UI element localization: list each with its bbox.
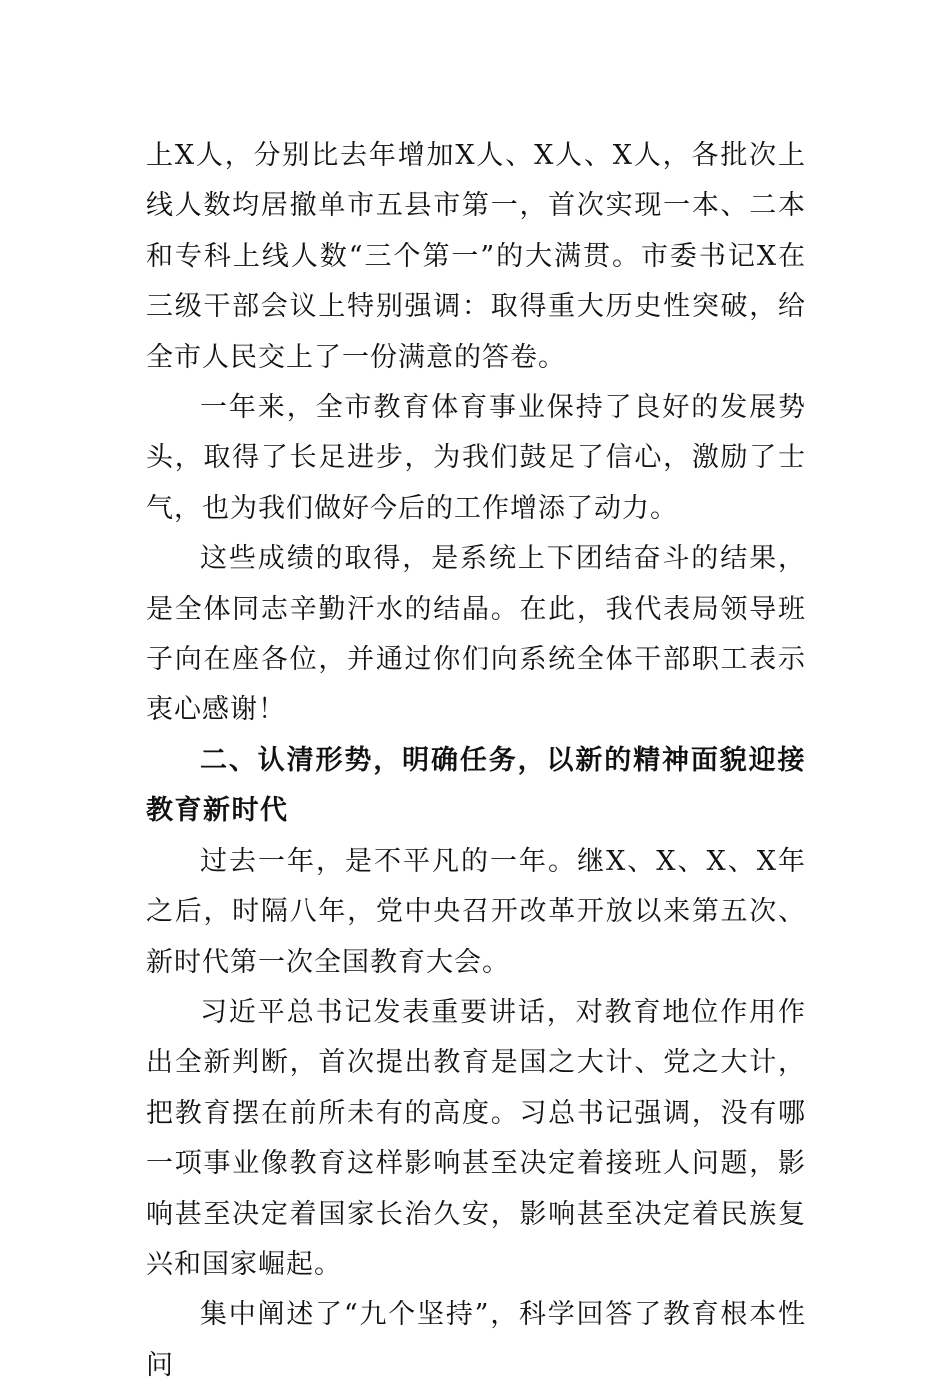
paragraph-continuation: 上X人，分别比去年增加X人、X人、X人，各批次上线人数均居撤单市五县市第一，首次实现一本、二本和专科上线人数“三个第一”的大满贯。市委书记X在三级干部会议上特别强调：取得重大历史性突破，给全市人民交上了一份满意的答卷。 (146, 140, 806, 373)
document-body (146, 131, 806, 1391)
paragraph: 一年来，全市教育体育事业保持了良好的发展势头，取得了长足进步，为我们鼓足了信心，激励了士气，也为我们做好今后的工作增添了动力。 (146, 392, 806, 524)
paragraph: 集中阐述了“九个坚持”，科学回答了教育根本性问 (146, 1299, 806, 1381)
section-heading: 二、认清形势，明确任务，以新的精神面貌迎接教育新时代 (146, 744, 806, 827)
paragraph: 过去一年，是不平凡的一年。继X、X、X、X年之后，时隔八年，党中央召开改革开放以来第五次、新时代第一次全国教育大会。 (146, 845, 806, 978)
paragraph: 这些成绩的取得，是系统上下团结奋斗的结果，是全体同志辛勤汗水的结晶。在此，我代表局领导班子向在座各位，并通过你们向系统全体干部职工表示衷心感谢！ (146, 543, 806, 726)
paragraph: 习近平总书记发表重要讲话，对教育地位作用作出全新判断，首次提出教育是国之大计、党之大计，把教育摆在前所未有的高度。习总书记强调，没有哪一项事业像教育这样影响甚至决定着接班人问题，影响甚至决定着国家长治久安，影响甚至决定着民族复兴和国家崛起。 (146, 996, 806, 1280)
